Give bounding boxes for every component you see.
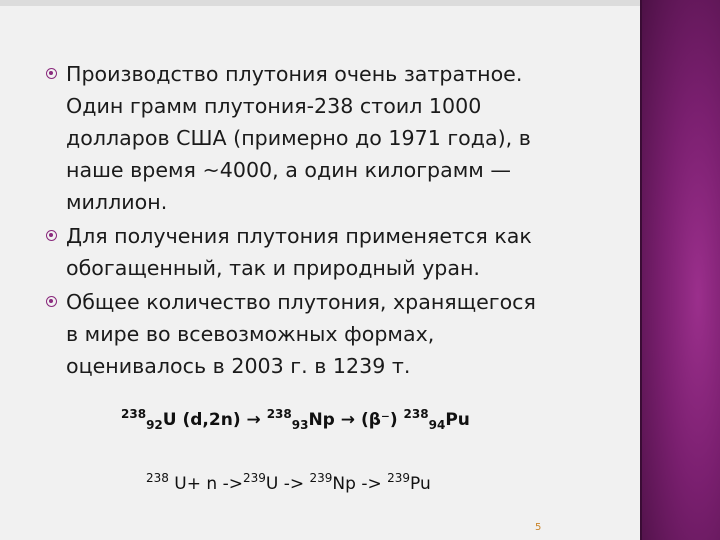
bullet-item — [46, 286, 626, 382]
reaction-text: U+ n -> — [168, 474, 243, 494]
atomic-number: 94 — [428, 418, 446, 432]
element-symbol: Np — [308, 410, 335, 430]
bullet-line: Один грамм плутония-238 стоил 1000 — [66, 94, 482, 118]
element-symbol: Pu — [445, 410, 470, 430]
atomic-number: 92 — [146, 418, 163, 432]
bullet-line: наше время ~4000, а один килограмм — — [66, 158, 511, 182]
reaction-text: → (β⁻) — [334, 410, 404, 430]
bullet-list — [46, 58, 626, 384]
bullet-circle-icon — [46, 296, 57, 307]
mass-number: 238 — [146, 471, 169, 485]
mass-number: 239 — [387, 471, 411, 485]
bullet-item — [46, 58, 626, 218]
bullet-line: оценивалось в 2003 г. в 1239 т. — [66, 354, 411, 378]
bullet-circle-icon — [46, 230, 57, 241]
atomic-number: 93 — [291, 418, 309, 432]
bullet-line: долларов США (примерно до 1971 года), в — [66, 126, 531, 150]
bullet-line: обогащенный, так и природный уран. — [66, 256, 480, 280]
mass-number: 238 — [403, 407, 429, 421]
nuclear-reaction-equation-2 — [146, 471, 431, 494]
mass-number: 238 — [121, 407, 147, 421]
reaction-text: Pu — [410, 474, 431, 494]
reaction-text: U -> — [265, 474, 310, 494]
page-number: 5 — [535, 522, 542, 533]
bullet-line: миллион. — [66, 190, 168, 214]
top-strip — [0, 0, 640, 6]
bullet-circle-icon — [46, 68, 57, 79]
decorative-side-band — [640, 0, 720, 540]
bullet-line: Общее количество плутония, хранящегося — [66, 290, 536, 314]
mass-number: 239 — [309, 471, 333, 485]
mass-number: 239 — [242, 471, 266, 485]
reaction-text: (d,2n) → — [176, 410, 267, 430]
element-symbol: U — [162, 410, 177, 430]
nuclear-reaction-equation-1 — [121, 407, 470, 432]
bullet-line: в мире во всевозможных формах, — [66, 322, 435, 346]
bullet-line: Производство плутония очень затратное. — [66, 62, 523, 86]
reaction-text: Np -> — [332, 474, 388, 494]
mass-number: 238 — [266, 407, 292, 421]
bullet-line: Для получения плутония применяется как — [66, 224, 532, 248]
bullet-item — [46, 220, 626, 284]
